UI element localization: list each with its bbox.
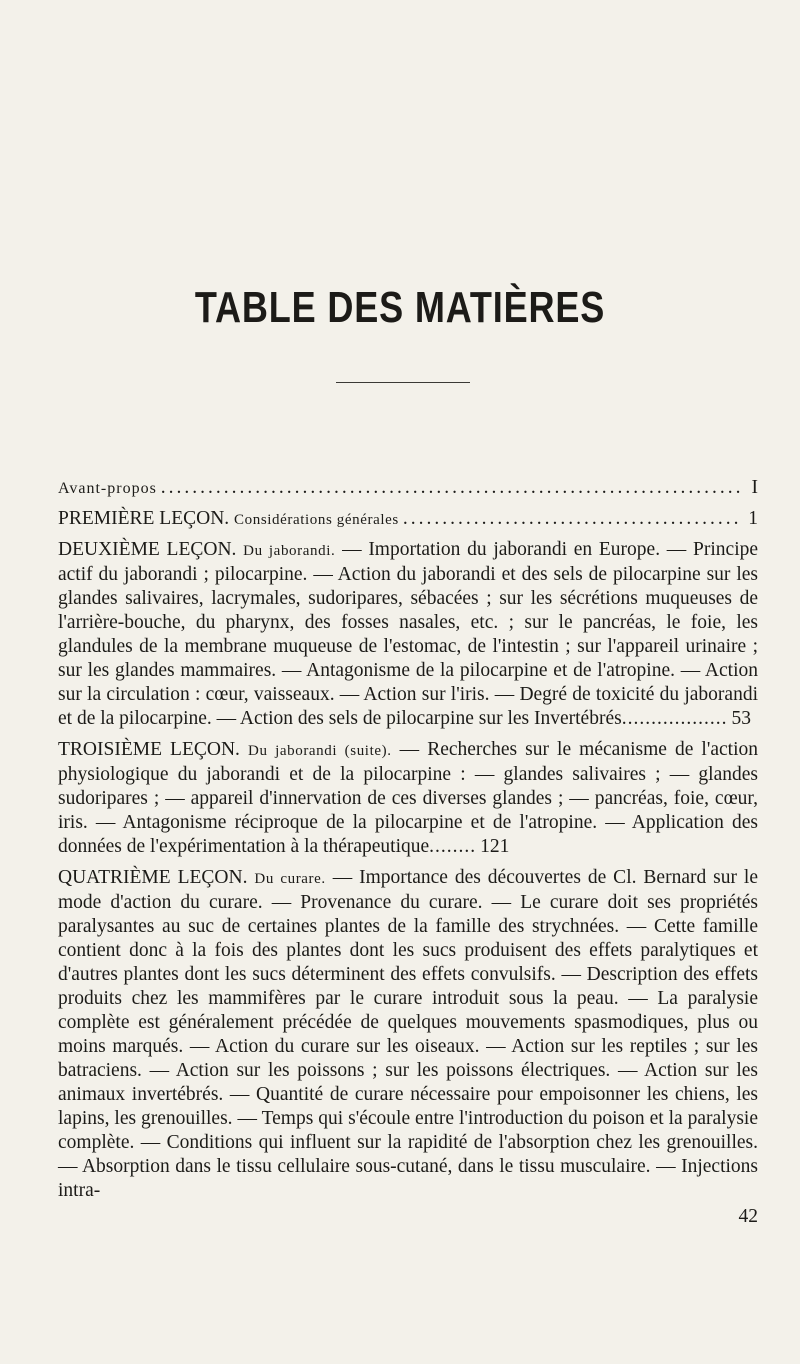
- lesson-subject: Considérations générales: [234, 512, 399, 528]
- title-rule: [336, 382, 470, 383]
- toc-entry-heading: [58, 507, 399, 532]
- dot-leader: [161, 476, 740, 500]
- lesson-subject: Du jaborandi.: [243, 543, 336, 559]
- lesson-label: DEUXIÈME LEÇON.: [58, 539, 237, 560]
- toc-entry-lecon-4: [58, 866, 758, 1229]
- toc-entry-lecon-1: [58, 507, 758, 532]
- toc-page-number: 53: [731, 708, 751, 729]
- page-title: TABLE DES MATIÈRES: [194, 283, 606, 332]
- toc-page-number: I: [751, 477, 758, 498]
- toc-page-number: 121: [480, 836, 510, 857]
- lesson-subject: Du curare.: [254, 871, 326, 887]
- lesson-summary: — Importation du jaborandi en Europe. — Principe actif du jaborandi ; pilocarpine. — Action du jaborandi et des sels de pilocarpine sur les glandes salivaires, lacrymales, sudoripares, sébacées ; sur les sécrétions muqueuses de l'arrière-bouche, du pharynx, des fosses nasales, etc. ; sur le pancréas, le foie, les glandules de la membrane muqueuse de l'estomac, de l'intestin ; sur l'appareil urinaire ; sur les glandes mammaires. — Antagonisme de la pilocarpine et de l'atropine. — Action sur la circulation : cœur, vaisseaux. — Action sur l'iris. — Degré de toxicité du jaborandi et de la pilocarpine. — Action des sels de pilocarpine sur les Invertébrés: [58, 539, 759, 729]
- toc-entry-avant-propos: [58, 476, 758, 501]
- toc-entry-lecon-3: [58, 738, 758, 859]
- continuation-number: 42: [738, 1206, 758, 1227]
- lesson-summary: — Recherches sur le mécanisme de l'action physiologique du jaborandi et de la pilocarpine : — glandes salivaires ; — glandes sudoripares ; — appareil d'innervation de ces diverses glandes ; — pancréas, foie, cœur, iris. — Antagonisme réciproque de la pilocarpine et de l'atropine. — Application des données de l'expérimentation à la thérapeutique: [58, 739, 759, 857]
- lesson-label: QUATRIÈME LEÇON.: [58, 867, 248, 888]
- toc-page-number: 1: [748, 508, 758, 529]
- lesson-label: TROISIÈME LEÇON.: [58, 739, 240, 760]
- lesson-label: PREMIÈRE LEÇON.: [58, 508, 230, 529]
- dot-leader: [403, 507, 740, 531]
- dot-leader: ..................: [621, 708, 728, 729]
- table-of-contents: [58, 476, 758, 1236]
- dot-leader: ........: [429, 836, 477, 857]
- lesson-subject: Du jaborandi (suite).: [248, 743, 392, 759]
- toc-entry-heading: Avant-propos: [58, 480, 157, 497]
- lesson-summary: — Importance des découvertes de Cl. Bernard sur le mode d'action du curare. — Provenance du curare. — Le curare doit ses propriétés paralysantes au suc de certaines plantes de la famille des strychnées. — Cette famille contient donc à la fois des plantes dont les sucs produisent des effets paralytiques et d'autres plantes dont les sucs déterminent des effets convulsifs. — Description des effets produits chez les mammifères par le curare introduit sous la peau. — La paralysie complète est généralement précédée de quelques mouvements spasmodiques, plus ou moins marqués. — Action du curare sur les oiseaux. — Action sur les reptiles ; sur les batraciens. — Action sur les poissons ; sur les poissons électriques. — Action sur les animaux invertébrés. — Quantité de curare nécessaire pour empoisonner les chiens, les lapins, les grenouilles. — Temps qui s'écoule entre l'introduction du poison et la paralysie complète. — Conditions qui influent sur la rapidité de l'absorption chez les grenouilles. — Absorption dans le tissu cellulaire sous-cutané, dans le tissu musculaire. — Injections intra-: [58, 867, 758, 1201]
- toc-entry-lecon-2: [58, 538, 758, 731]
